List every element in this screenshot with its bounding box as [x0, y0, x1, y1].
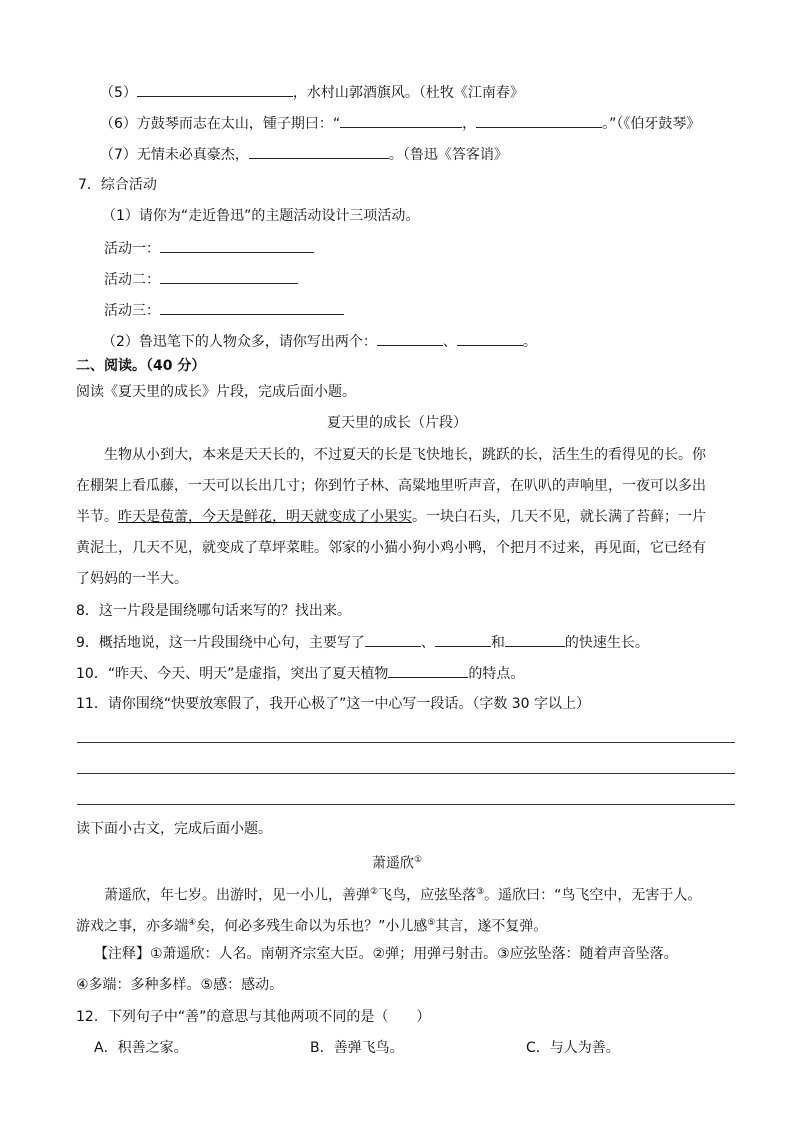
separator: 、 — [420, 635, 435, 651]
item-text: 的特点。 — [468, 666, 525, 682]
answer-blank[interactable] — [340, 113, 462, 128]
answer-blank[interactable] — [457, 331, 523, 346]
section-heading: 二、阅读。（40 分） — [76, 358, 206, 374]
writing-line[interactable] — [77, 742, 735, 743]
item-text: （2）鲁迅笔下的人物众多，请你写出两个： — [102, 334, 377, 350]
answer-blank[interactable] — [365, 632, 421, 647]
footnote-marker: ③ — [476, 887, 485, 897]
poem-item-5 — [100, 82, 524, 103]
answer-blank[interactable] — [160, 269, 298, 284]
writing-line[interactable] — [77, 804, 735, 805]
answer-blank[interactable] — [505, 632, 565, 647]
question-11: 11．请你围绕“快要放寒假了，我开心极了”这一中心写一段话。（字数 30 字以上） — [76, 696, 591, 712]
poem-item-6 — [100, 113, 700, 134]
option-c[interactable]: C．与人为善。 — [526, 1040, 620, 1056]
item-text: 9．概括地说，这一片段围绕中心句，主要写了 — [76, 635, 365, 651]
activity-3 — [104, 300, 344, 321]
title-text: 萧遥欣 — [371, 855, 414, 872]
item-text: ， — [462, 116, 477, 132]
footnote-marker: ④ — [188, 918, 197, 928]
item-text: （7）无情未必真豪杰， — [100, 147, 249, 163]
question-7-sub2 — [102, 331, 537, 352]
question-7-title: 7．综合活动 — [78, 177, 157, 193]
answer-blank[interactable] — [435, 632, 491, 647]
poem-item-7 — [100, 144, 508, 165]
classical-title — [0, 850, 794, 874]
footnote-marker: ② — [370, 887, 379, 897]
item-text: 的快速生长。 — [564, 635, 649, 651]
item-text: ，水村山郭酒旗风。（杜牧《江南春》 — [292, 85, 524, 101]
answer-blank[interactable] — [160, 238, 314, 253]
answer-blank[interactable] — [137, 82, 293, 97]
answer-blank[interactable] — [160, 300, 344, 315]
activity-label: 活动一： — [104, 241, 160, 257]
classical-intro: 读下面小古文，完成后面小题。 — [76, 821, 272, 837]
annotation-line: ④多端：多种多样。⑤感：感动。 — [76, 977, 284, 993]
passage-text: 半节。 — [76, 509, 118, 525]
activity-2 — [104, 269, 298, 290]
passage-text: 。一块白石头，几天不见，就长满了苔藓；一片 — [412, 509, 706, 525]
passage-line: 在棚架上看瓜藤，一天可以长出几寸；你到竹子林、高粱地里听声音，在叭叭的声响里，一夜可以多出 — [76, 478, 706, 494]
item-text: （6）方鼓琴而志在太山，锺子期曰：“ — [100, 116, 341, 132]
annotation-line: 【注释】①萧遥欣：人名。南朝齐宗室大臣。②弹；用弹弓射击。③应弦坠落：随着声音坠落。 — [94, 946, 678, 962]
question-9 — [76, 632, 649, 653]
passage-line: 了妈妈的一半大。 — [76, 571, 188, 587]
question-12: 12．下列句子中“善”的意思与其他两项不同的是（ ） — [76, 1009, 431, 1025]
classical-text: 其言，遂不复弹。 — [435, 918, 548, 935]
activity-label: 活动三： — [104, 303, 160, 319]
separator: 、 — [442, 334, 457, 350]
classical-line — [104, 882, 701, 906]
passage-title: 夏天里的成长（片段） — [327, 415, 467, 431]
item-number: （5） — [100, 85, 137, 101]
separator: 和 — [490, 635, 505, 651]
option-a[interactable]: A．积善之家。 — [94, 1040, 188, 1056]
passage-line: 生物从小到大，本来是天天长的，不过夏天的长是飞快地长，跳跃的长，活生生的看得见的长。你 — [104, 447, 706, 463]
item-text: 10．“昨天、今天、明天”是虚指，突出了夏天植物 — [76, 666, 389, 682]
period: 。 — [522, 334, 537, 350]
question-10 — [76, 663, 524, 684]
option-b[interactable]: B．善弹飞鸟。 — [310, 1040, 404, 1056]
classical-text: 游戏之事，亦多端 — [76, 918, 188, 935]
passage-line — [76, 507, 706, 527]
footnote-marker: ① — [413, 855, 423, 865]
activity-label: 活动二： — [104, 272, 160, 288]
item-text: 。”（《伯牙鼓琴》 — [602, 116, 701, 132]
writing-line[interactable] — [77, 773, 735, 774]
answer-blank[interactable] — [249, 144, 389, 159]
classical-text: 萧遥欣，年七岁。出游时，见一小儿，善弹 — [104, 887, 370, 904]
question-7-sub1: （1）请你为“走近鲁迅”的主题活动设计三项活动。 — [102, 208, 420, 224]
classical-text: 矣，何必多残生命以为乐也？”小儿感 — [196, 918, 428, 935]
activity-1 — [104, 238, 314, 259]
answer-blank[interactable] — [377, 331, 443, 346]
reading-intro: 阅读《夏天里的成长》片段，完成后面小题。 — [76, 384, 356, 400]
answer-blank[interactable] — [388, 663, 468, 678]
item-text: 。（鲁迅《答客诮》 — [388, 147, 508, 163]
classical-text: 。遥欣曰：“鸟飞空中，无害于人。 — [484, 887, 702, 904]
underlined-sentence: 昨天是苞蕾，今天是鲜花，明天就变成了小果实 — [118, 509, 412, 525]
classical-text: 飞鸟，应弦坠落 — [378, 887, 477, 904]
answer-blank[interactable] — [476, 113, 602, 128]
footnote-marker: ⑤ — [427, 918, 436, 928]
classical-line — [76, 913, 547, 937]
passage-line: 黄泥土，几天不见，就变成了草坪菜畦。邻家的小猫小狗小鸡小鸭，个把月不过来，再见面，它已经有 — [76, 540, 706, 556]
question-8: 8．这一片段是围绕哪句话来写的？找出来。 — [76, 603, 351, 619]
